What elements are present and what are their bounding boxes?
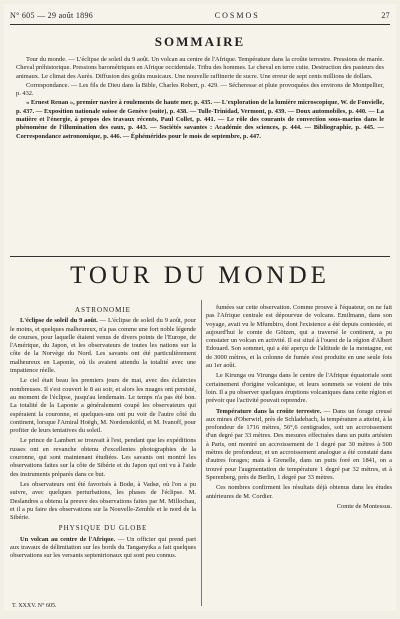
summary-paragraph: « Ernest Renan », premier navire à roulements de haute mer, p. 435. — L'exploration de la lumière microscopique, W. de Fonvielle, p. 437. — Exposition nationale suisse de Genève (suite), p. 438. — Tulle-Trinidad, Vermont, p. 439. — Doux automobiles, p. 440. — La matière et l'énergie, à propos des travaux récents, Paul Collet, p. 441. — Le rôle des courants de convection sous-marins dans le phénomène de l'illumination des eaux, p. 443. — Sociétés savantes : Académie des sciences, p. 444. — Bibliographie, p. 445. — Correspondance astronomique, p. 446. — Éphémérides pour le mois de septembre, p. 447. [16,99,384,140]
article-paragraph: Le Kirunga ou Virunga dans le centre de l'Afrique équatoriale sont certainement d'origine volcanique, et leurs sommets se voient de très loin. Il a pu observer quelques éruptions volcaniques dans cette région et prévoir que l'activité pouvait reprendre. [206,372,392,405]
article-lead: Température dans la croûte terrestre. [216,407,322,415]
article-text: — L'éclipse de soleil du 9 août, pour le moins, et quelques malheureux, n'a pas comme une fort noble légende de courses, pour laquelle étaient venus de divers points de l'Europe, de l'Amérique, du Japon, et les observateurs de toutes les nations sur la côte de la Norvège du Nord. Les savants ont été particulièrement malheureux en Laponie, où ils avaient attendu la totalité avec une impatience réelle. [10,317,196,375]
summary-rule [10,256,390,257]
article-paragraph: Le prince de Lambert se trouvait à l'est, pendant que les expéditions russes ont en revanche obtenu d'excellentes photographies de la couronne, qui sont maintenant étudiées. Les savants ont montré les observations faites sur la côte de Sibérie et du Japon qui ont vu à l'aide des instruments préparés dans ce but. [10,437,196,478]
page-number: 27 [381,10,390,20]
article-lead: Un volcan au centre de l'Afrique. [20,535,116,543]
article-lead: L'éclipse de soleil du 9 août. [20,317,98,325]
issue-info: N° 605 — 29 août 1896 [10,10,94,20]
summary-paragraph: Tour du monde. — L'éclipse de soleil du 9 août. Un volcan au centre de l'Afrique. Température dans la croûte terrestre. Pressions de marée. Cheval préhistorique. Pressions barométriques en Afrique occidentale. Tribu des hommes. Le cheval en terre cuite. Destruction des pasteurs des animaux. Le climat des Aurès. Diffusion des goûts musicaux. Une nouvelle raffinerie de sucre. Une erreur de sept cents millions de dollars. [16,56,384,80]
column-divider [201,300,202,606]
article-paragraph [10,536,196,561]
header-rule [10,24,390,25]
section-heading: PHYSIQUE DU GLOBE [58,524,148,533]
journal-name: COSMOS [214,10,260,20]
article-text: — Dans un forage creusé aux mines d'Oberwirl, près de Schladebach, la température a atteint, à la profondeur de 1716 mètres, 56°,6 centigrades, soit un accroissement d'un degré par 33 mètres. Des mesures effectuées dans un puits artésien à Paris, ont montré un accroissement de 1 degré par 30 mètres à 500 mètres de profondeur, et un accroissement analogue a été constaté dans d'autres forages; mais à Grenelle, dans un puits foré en 1841, on a trouvé pour l'augmentation de température 1 degré par 32 mètres, et à Sperenberg, près de Berlin, 1 degré par 33 mètres. [206,407,392,481]
article-paragraph: fumées sur cette observation. Comme prouve à l'équateur, on ne fait pas l'Afrique centrale est dépourvue de volcans. Emilmann, dans son voyage, avait vu le Mfumbiro, dont l'existence a été depuis contestée, et aujourd'hui le comte de Götzen, qui a traversé le continent, a pu constater un volcan en activité. Il est situé à l'ouest de la région d'Albert Edouard. Son sommet, qui a été aperçu de l'altitude de la montagne, est de 3000 mètres, et la colonne de fumée s'est produite en une seule fois au 1er août. [206,304,392,370]
page-header [10,8,390,22]
journal-page [4,4,396,611]
section-heading: ASTRONOMIE [75,306,131,314]
page-footer: T. XXXV. N° 605. [12,603,57,609]
summary-paragraph: Correspondance. — Les fils de Dieu dans la Bible, Charles Robert, p. 429. — Sécheresse et pluie provoquées des environs de Montpellier, p. 432. [16,81,384,98]
article-paragraph: Le ciel était beau les premiers jours de mai, avec des éclaircies nombreuses. Il s'est couvert le 8 au soir, et alors les nuages ont persisté, au moment de l'éclipse, jusqu'au lendemain. Le temps n'a pas été bon. La totalité de la Laponie a généralement coupé les observateurs qui espéraient la couronne, et quelques-uns ont pu voir de l'autre côté du continent, lorsque l'Amiral Hoëgh, M. Nordenskiöld, et M. Ivanoff, pour profiter de leurs tentatives du soleil. [10,377,196,435]
section-title: TOUR DU MONDE [70,262,330,289]
article-paragraph: Les observateurs ont été favorisés à Bodø, à Vadsø, où l'on a pu suivre, avec quelques perturbations, les phases de l'éclipse. M. Deslandres a obtenu la preuve des observations faites par M. Millochau, et il a pu faire des observations sur la Nouvelle-Zemble et le nord de la Sibérie. [10,480,196,522]
right-column [206,304,392,606]
author-signature: Comte de Montessus. [336,502,392,510]
article-paragraph: Ces nombres confirment les résultats déjà obtenus dans les études antérieures de M. Cordier. [206,484,392,500]
summary-title: SOMMAIRE [154,34,246,49]
article-paragraph [206,408,392,483]
left-column [10,304,196,606]
article-text: — Un officier qui prend part aux travaux de délimitation sur les bords du Tanganyika a fait quelques observations sur les versants septentrionaux qui sont peu connus. [10,535,196,560]
summary-block [16,56,384,256]
article-paragraph [10,317,196,375]
